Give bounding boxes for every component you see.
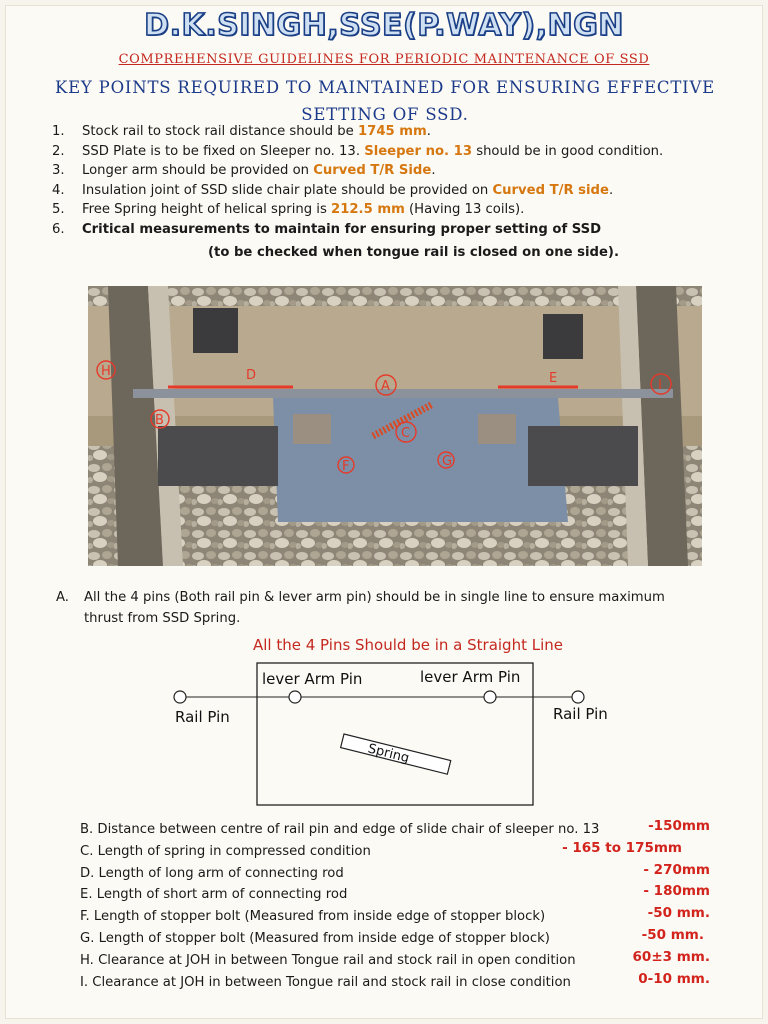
measurement-value: -150mm (648, 818, 710, 834)
point-6-subnote: (to be checked when tongue rail is closed on one side). (208, 245, 619, 260)
lever-arm-pin-left (289, 691, 301, 703)
measurements-list (80, 818, 710, 992)
point-number: 2. (52, 143, 65, 159)
measurement-text: H. Clearance at JOH in between Tongue rail and stock rail in open condition (80, 952, 576, 968)
point-text (82, 202, 524, 217)
photo-label-e: E (549, 371, 558, 386)
measurement-value: - 180mm (643, 883, 710, 900)
photo-label-f: F (342, 459, 350, 474)
heading-line-2: SETTING OF SSD. (301, 105, 469, 124)
lever-arm-pin-right-label: lever Arm Pin (420, 668, 521, 686)
point-highlight: 1745 mm (358, 124, 427, 139)
measurement-value: - 165 to 175mm (562, 839, 682, 856)
measurement-row (80, 927, 710, 949)
key-points-list (52, 124, 742, 242)
point-text (82, 163, 436, 178)
point-post: should be in good condition. (472, 143, 664, 159)
point-number: 5. (52, 202, 65, 218)
rail-pin-right (572, 691, 584, 703)
spring-label: Spring (366, 741, 411, 767)
page-title: D.K.SINGH,SSE(P.WAY),NGN (144, 8, 624, 43)
point-number: 4. (52, 182, 65, 198)
key-point (52, 124, 742, 144)
slide-chair-left (158, 426, 278, 486)
measurement-row (80, 949, 710, 971)
measurement-row (80, 905, 710, 927)
measurement-value: -50 mm. (647, 905, 710, 922)
rail-pin-left-label: Rail Pin (175, 708, 230, 726)
slide-chair-right (528, 426, 638, 486)
point-pre: Critical measurements to maintain for ensuring proper setting of SSD (82, 221, 602, 237)
measurement-text: F. Length of stopper bolt (Measured from inside edge of stopper block) (80, 909, 546, 925)
measurement-value: 60±3 mm. (632, 948, 710, 965)
lever-block-right (478, 414, 516, 444)
point-number: 6. (52, 221, 65, 237)
photo-label-i: I (658, 378, 662, 393)
point-highlight: 212.5 mm (331, 202, 405, 218)
page-subtitle: COMPREHENSIVE GUIDELINES FOR PERIODIC MAINTENANCE OF SSD (118, 52, 650, 67)
measurement-text: I. Clearance at JOH in between Tongue rail and stock rail in close condition (80, 974, 571, 990)
lever-arm-pin-right (484, 691, 496, 703)
measurement-row (80, 818, 710, 840)
ssd-assembly-photo (88, 286, 702, 566)
measurement-text: D. Length of long arm of connecting rod (80, 865, 344, 881)
point-pre: Insulation joint of SSD slide chair plate should be provided on (82, 182, 493, 198)
measurement-text: G. Length of stopper bolt (Measured from inside edge of stopper block) (80, 930, 550, 946)
point-highlight: Curved T/R side (492, 182, 609, 198)
connecting-rod (133, 389, 673, 398)
fastening-right (543, 314, 583, 359)
point-text (82, 124, 431, 139)
point-number: 3. (52, 163, 65, 179)
key-point (52, 222, 742, 242)
note-a-label: A. (56, 590, 69, 605)
key-point (52, 163, 742, 183)
key-point (52, 202, 742, 222)
key-point (52, 144, 742, 164)
measurement-row (80, 862, 710, 884)
pin-alignment-diagram (150, 630, 650, 815)
point-post: . (608, 182, 614, 198)
point-text (82, 144, 663, 159)
lever-arm-pin-left-label: lever Arm Pin (262, 670, 363, 688)
diagram-title: All the 4 Pins Should be in a Straight Line (253, 636, 563, 654)
point-pre: SSD Plate is to be fixed on Sleeper no. 13. (82, 143, 365, 159)
point-post: . (426, 124, 431, 139)
photo-label-g: G (442, 454, 453, 469)
photo-label-c: C (401, 426, 411, 441)
lever-block-left (293, 414, 331, 444)
point-text (82, 183, 613, 198)
rail-pin-left (174, 691, 186, 703)
key-point (52, 183, 742, 203)
measurement-row (80, 971, 710, 993)
spring-symbol (340, 734, 451, 776)
measurement-text: C. Length of spring in compressed condition (80, 843, 371, 859)
measurement-value: -50 mm. (641, 926, 704, 943)
point-pre: Stock rail to stock rail distance should be (82, 124, 358, 139)
point-pre: Free Spring height of helical spring is (82, 202, 332, 218)
photo-label-b: B (155, 413, 164, 428)
measurement-row (80, 840, 710, 862)
heading-line-1: KEY POINTS REQUIRED TO MAINTAINED FOR ENSURING EFFECTIVE (54, 78, 716, 97)
measurement-text: E. Length of short arm of connecting rod (80, 887, 348, 903)
rail-pin-right-label: Rail Pin (553, 705, 608, 723)
note-a (56, 587, 696, 629)
point-highlight: Sleeper no. 13 (364, 143, 472, 159)
measurement-value: - 270mm (643, 861, 710, 878)
point-text (82, 222, 601, 237)
point-number: 1. (52, 124, 65, 139)
measurement-text: B. Distance between centre of rail pin and edge of slide chair of sleeper no. 13 (80, 822, 600, 837)
section-heading (40, 74, 730, 128)
photo-label-h: H (101, 364, 111, 379)
measurement-value: 0-10 mm. (638, 970, 710, 987)
point-highlight: Curved T/R Side (313, 163, 432, 179)
photo-label-d: D (246, 368, 257, 383)
fastening-left (193, 308, 238, 353)
note-a-text: All the 4 pins (Both rail pin & lever arm pin) should be in single line to ensure maximum thrust from SSD Spring. (84, 590, 665, 626)
photo-label-a: A (381, 379, 390, 394)
point-pre: Longer arm should be provided on (82, 163, 314, 179)
measurement-row (80, 883, 710, 905)
point-post: (Having 13 coils). (404, 202, 525, 218)
point-post: . (431, 163, 436, 179)
